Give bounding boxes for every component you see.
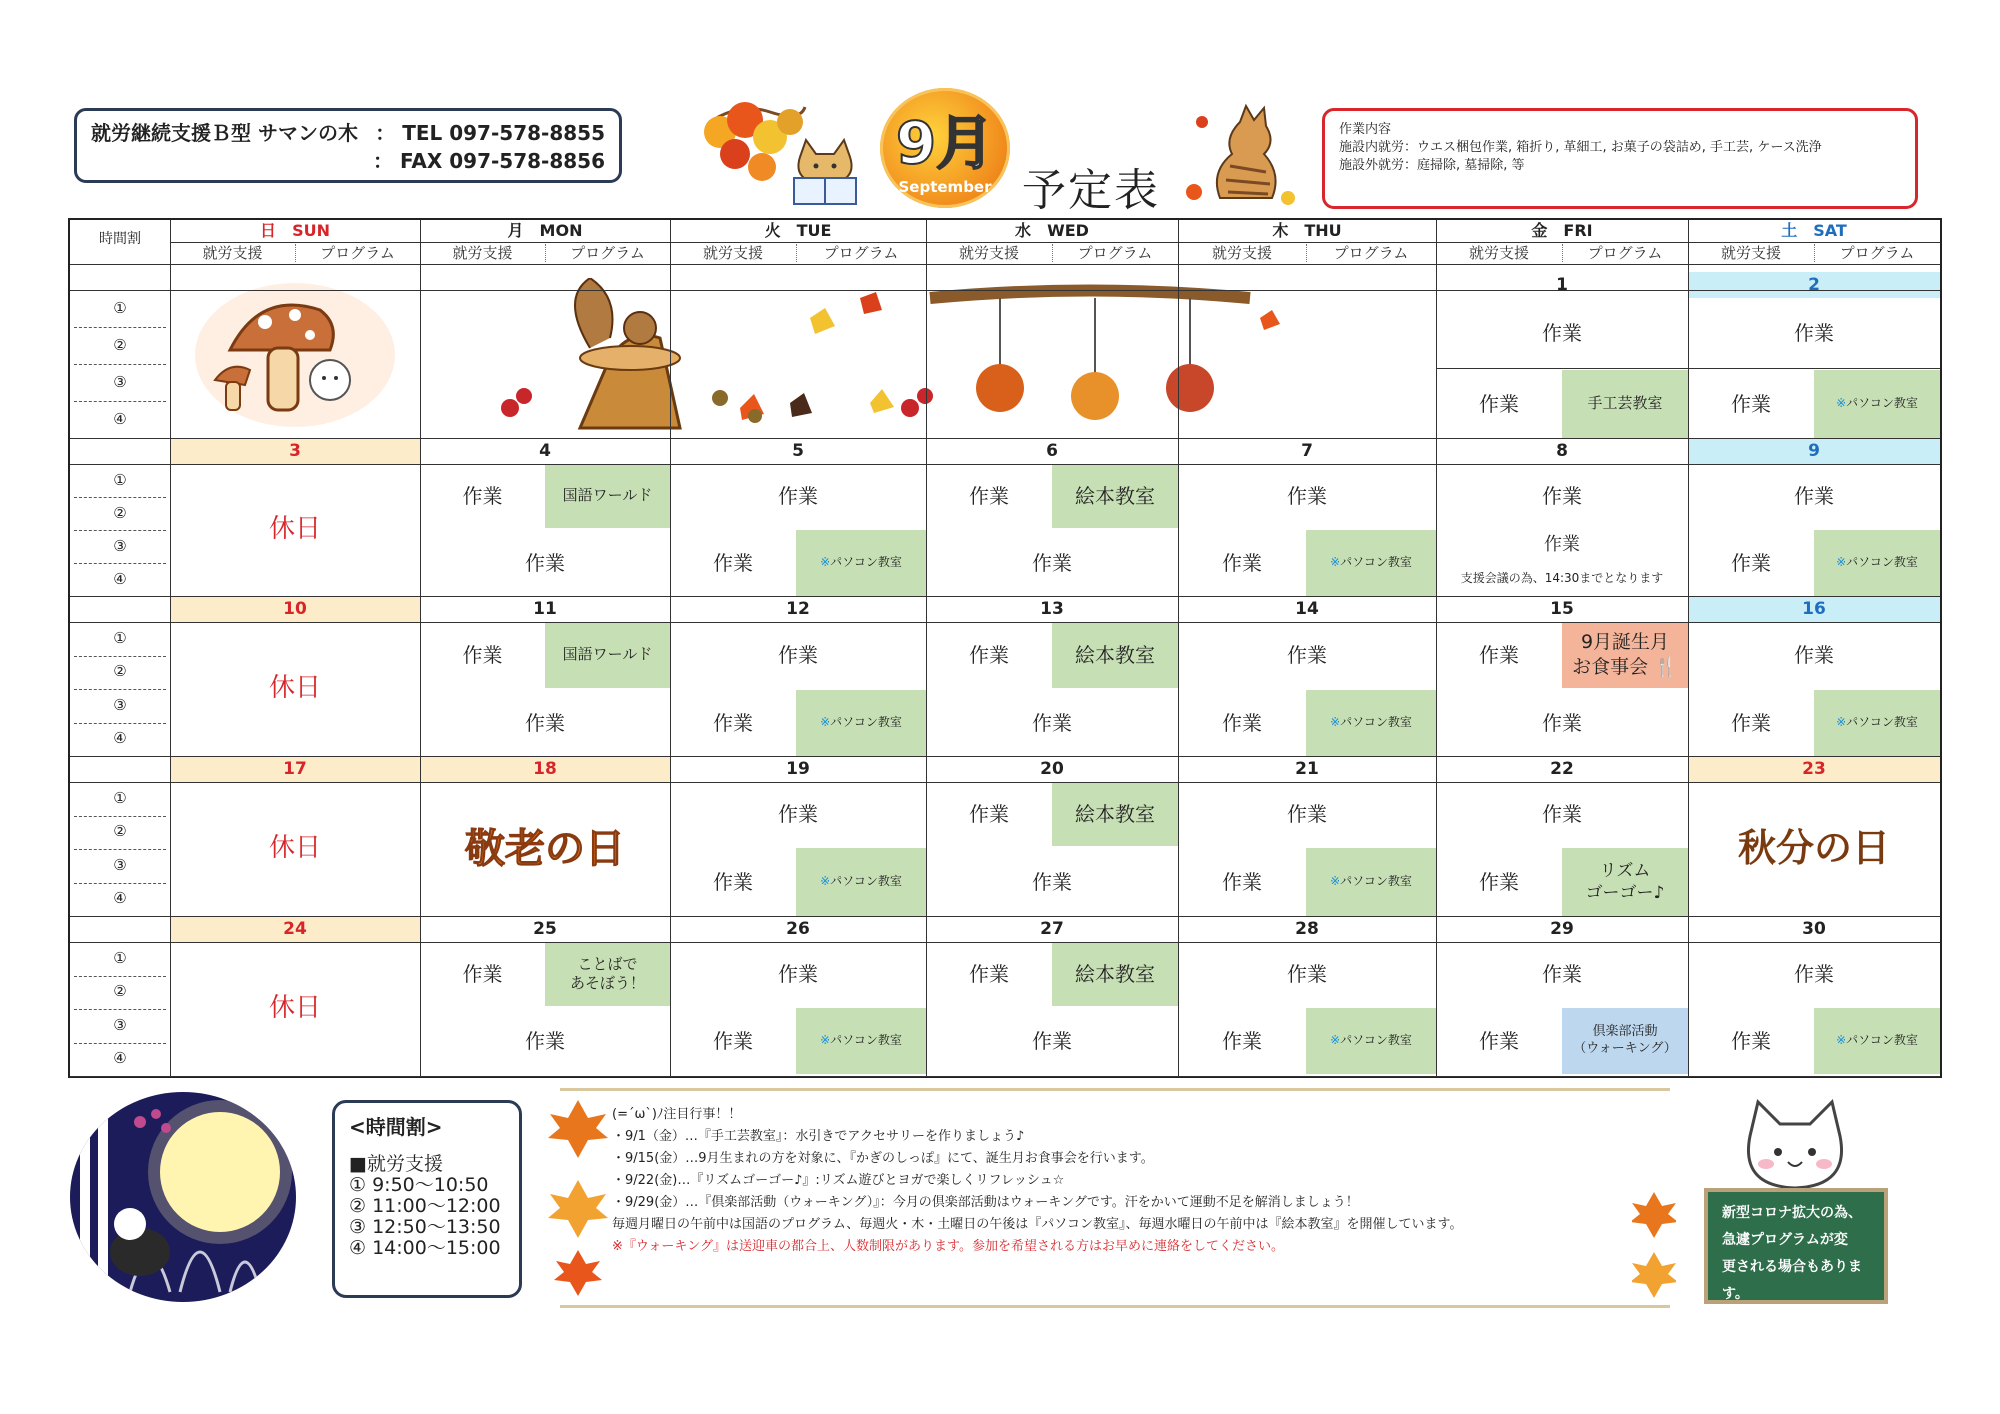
column-line [670,220,671,1076]
slot-sagyo: 作業 [713,1029,753,1053]
sub-header-shuro: 就労支援 [452,244,513,262]
slot-pc: ※ パソコン教室 [1306,848,1436,916]
date-15: 15 [1550,599,1574,619]
period-divider [74,563,166,564]
slot-sagyo: 作業 [1479,870,1519,894]
day-jp: 水 [1015,221,1032,240]
slot-ehon: 絵本教室 [1052,622,1178,688]
slot-sagyo: 作業 [1479,643,1519,667]
slot-pc: ※ パソコン教室 [796,1008,926,1074]
period-divider [74,656,166,657]
pc-star: ※ [820,874,831,889]
rhythm-line-2: ゴーゴー♪ [1585,883,1665,903]
shubun-no-hi-label: 秋分の日 [1737,826,1890,871]
contact-box [74,108,622,183]
note-warning: ※『ウォーキング』は送迎車の都合上、人数制限があります。参加を希望される方はお早めに連絡をしてください。 [612,1239,1284,1254]
day-en: THU [1304,221,1342,240]
period-marker: ② [113,503,127,522]
sub-header-program: プログラム [1077,244,1153,262]
date-10: 10 [170,596,420,622]
period-divider [74,1043,166,1044]
slot-sagyo: 作業 [1287,962,1327,986]
day-en: TUE [796,221,832,240]
notes-heading: (=´ω`)ﾉ注目行事！！ [612,1107,742,1122]
contact-fax-row [91,147,605,175]
date-1: 1 [1556,275,1568,295]
row-line [70,756,1940,757]
maple-leaf-right-icon [1632,1182,1676,1308]
slot-sagyo: 作業 [1544,534,1580,556]
slot-sagyo: 作業 [713,870,753,894]
period-marker: ① [113,470,127,489]
slot-sagyo: 作業 [969,643,1009,667]
slot-kokugo: 国語ワールド [545,464,670,528]
subheader-divider [1562,244,1563,262]
period-marker: ③ [113,536,127,555]
date-6: 6 [1046,441,1058,461]
period-marker: ① [113,948,127,967]
slot-sagyo: 作業 [462,643,503,667]
slot-sagyo: 作業 [1222,1029,1262,1053]
timetable-period-4: ④ 14:00〜15:00 [349,1237,501,1259]
work-heading: 作業内容 [1339,122,1392,137]
pc-star: ※ [1330,874,1341,889]
date-2: 2 [1688,272,1940,298]
date-5: 5 [792,441,804,461]
slot-sagyo: 作業 [1794,484,1834,508]
day-header-mon [420,220,670,242]
club-line-2: （ウォーキング） [1573,1041,1677,1056]
period-divider [74,816,166,817]
slot-sagyo: 作業 [1794,321,1834,345]
slot-kaigi-note: 支援会議の為、14:30までとなります [1460,571,1664,586]
slot-sagyo: 作業 [713,711,753,735]
slot-sagyo: 作業 [969,962,1009,986]
sub-header-shuro: 就労支援 [1211,244,1272,262]
slot-sagyo: 作業 [1794,962,1834,986]
period-marker: ④ [113,1049,127,1068]
slot-sagyo: 作業 [1287,484,1327,508]
day-header-thu [1178,220,1436,242]
pc-star: ※ [820,555,831,570]
slot-sagyo: 作業 [778,802,818,826]
calendar-table [68,218,1942,1078]
date-12: 12 [786,599,810,619]
slot-sagyo: 作業 [778,484,818,508]
slot-holiday: 休日 [268,833,321,864]
slot-pc: ※ パソコン教室 [1306,690,1436,756]
pc-star: ※ [1330,555,1341,570]
column-line [1178,220,1179,1076]
autumn-banner-illustration [490,278,1430,438]
slot-sagyo: 作業 [1731,551,1771,575]
row-line [70,438,1940,439]
maple-leaf-column-icon [546,1090,610,1310]
slot-ehon: 絵本教室 [1052,464,1178,528]
calendar-grid [70,220,1940,1076]
pc-star: ※ [1330,715,1341,730]
slot-sagyo: 作業 [969,802,1009,826]
day-jp: 金 [1531,221,1548,240]
sub-header-shuro: 就労支援 [202,244,263,262]
slot-sagyo: 作業 [713,551,753,575]
kotoba-line-1: ことばで [577,954,638,973]
sub-header-shuro: 就労支援 [1468,244,1529,262]
timetable-period-3: ③ 12:50〜13:50 [349,1216,501,1238]
notes-panel [546,1082,1676,1312]
cell-divider [1436,368,1940,369]
slot-holiday: 休日 [268,514,321,545]
day-jp: 火 [764,221,781,240]
slot-pc: ※ パソコン教室 [796,848,926,916]
date-23: 23 [1688,756,1940,782]
subheader-divider [295,244,296,262]
slot-sagyo: 作業 [1542,484,1582,508]
period-divider [74,976,166,977]
sub-header-program: プログラム [320,244,395,262]
sub-header-program: プログラム [1333,244,1409,262]
period-divider [74,327,166,328]
period-divider [74,364,166,365]
row-line [70,290,1940,291]
slot-sagyo: 作業 [1731,711,1771,735]
reading-cat-illustration [780,132,870,207]
subheader-divider [1814,244,1815,262]
slot-sagyo: 作業 [525,551,565,575]
notice-line: 急遽プログラムが変 [1722,1232,1848,1248]
day-en: WED [1047,221,1089,240]
notice-line: 更される場合もありま [1722,1259,1862,1275]
month-badge [880,88,1010,208]
row-line [70,622,1940,623]
date-16: 16 [1688,596,1940,622]
row-line [170,242,1940,243]
period-divider [74,530,166,531]
page-title: 予定表 [1022,165,1160,216]
date-24: 24 [170,916,420,942]
slot-sagyo: 作業 [1032,551,1072,575]
slot-pc: ※ パソコン教室 [1814,690,1940,756]
day-jp: 木 [1272,221,1289,240]
date-14: 14 [1295,599,1319,619]
kotoba-line-2: あそぼう！ [569,974,645,992]
subheader-divider [1052,244,1053,262]
subheader-divider [545,244,546,262]
date-25: 25 [533,919,557,939]
timetable-period-1: ① 9:50〜10:50 [349,1174,489,1196]
slot-sagyo: 作業 [1032,711,1072,735]
notice-board [1704,1188,1888,1304]
period-marker: ④ [113,409,127,428]
slot-sagyo: 作業 [462,962,503,986]
pc-star: ※ [1836,715,1847,730]
slot-ehon: 絵本教室 [1052,782,1178,846]
sub-header-program: プログラム [1839,244,1915,262]
note-item: ・9/29(金）…『倶楽部活動（ウォーキング）』：今月の倶楽部活動はウォーキングです。汗をかいて運動不足を解消しましょう！ [612,1195,1359,1210]
slot-sagyo: 作業 [1794,643,1834,667]
tabby-cat-illustration [1180,102,1300,210]
notes-text [612,1104,1612,1258]
day-header-wed [926,220,1178,242]
cat-notice [1700,1096,1892,1308]
date-8: 8 [1556,441,1568,461]
date-26: 26 [786,919,810,939]
notice-line: 新型コロナ拡大の為、 [1722,1205,1862,1221]
slot-sagyo: 作業 [1287,802,1327,826]
date-30: 30 [1802,919,1826,939]
fax-number: ： FAX 097-578-8856 [373,149,605,173]
month-number: 9月 [895,109,995,177]
period-divider [74,723,166,724]
slot-sagyo: 作業 [1222,711,1262,735]
period-divider [74,689,166,690]
pc-star: ※ [820,1033,831,1048]
slot-pc: ※ パソコン教室 [1306,530,1436,596]
period-marker: ② [113,822,127,841]
mushroom-illustration [190,280,400,430]
slot-sagyo: 作業 [525,1029,565,1053]
birthday-line-1: 9月誕生月 [1580,631,1670,654]
work-outside: 施設外就労：庭掃除, 墓掃除, 等 [1339,158,1525,173]
keiro-no-hi-label: 敬老の日 [465,826,625,872]
column-line [170,220,171,1076]
column-line [926,220,927,1076]
date-21: 21 [1295,759,1319,779]
day-header-sun [170,220,420,242]
slot-rhythm [1562,848,1688,916]
pc-star: ※ [1330,1033,1341,1048]
column-line [1436,220,1437,1076]
row-line [70,264,1940,265]
work-inside: 施設内就労：ウエス梱包作業, 箱折り, 革細工, お菓子の袋詰め, 手工芸, ケース洗浄 [1339,140,1822,155]
period-marker: ② [113,662,127,681]
rhythm-line-1: リズム [1599,860,1651,881]
slot-kokugo: 国語ワールド [545,622,670,688]
sub-header-shuro: 就労支援 [702,244,763,262]
org-name: 就労継続支援Ｂ型 サマンの木 [91,121,358,145]
slot-pc: ※ パソコン教室 [796,690,926,756]
tel-number: ： TEL 097-578-8855 [375,121,605,145]
sub-header-shuro: 就労支援 [958,244,1019,262]
slot-pc: ※ パソコン教室 [1814,530,1940,596]
row-line [70,464,1940,465]
spacer [91,147,373,175]
day-header-tue [670,220,926,242]
slot-pc: ※ パソコン教室 [1306,1008,1436,1074]
row-line [70,1076,1940,1077]
row-line [70,596,1940,597]
birthday-line-2: お食事会 🍴 [1572,656,1678,678]
date-27: 27 [1040,919,1064,939]
slot-sagyo: 作業 [778,962,818,986]
period-marker: ③ [113,855,127,874]
slot-holiday: 休日 [268,993,321,1024]
sub-header-shuro: 就労支援 [1720,244,1781,262]
day-header-fri [1436,220,1688,242]
row-line [70,782,1940,783]
pc-star: ※ [1836,396,1847,411]
period-marker: ④ [113,889,127,908]
pc-star: ※ [1836,1033,1847,1048]
pc-star: ※ [820,715,831,730]
date-28: 28 [1295,919,1319,939]
subheader-divider [796,244,797,262]
day-jp: 土 [1781,221,1798,240]
slot-holiday: 休日 [268,673,321,704]
slot-sagyo: 作業 [1032,1029,1072,1053]
slot-sagyo: 作業 [1479,1029,1519,1053]
period-divider [74,401,166,402]
pc-star: ※ [1836,555,1847,570]
period-marker: ① [113,788,127,807]
slot-sagyo: 作業 [1542,962,1582,986]
date-7: 7 [1301,441,1313,461]
period-divider [74,497,166,498]
slot-shukogei: 手工芸教室 [1562,370,1688,438]
slot-sagyo: 作業 [1032,870,1072,894]
date-4: 4 [539,441,551,461]
date-3: 3 [170,438,420,464]
period-marker: ③ [113,695,127,714]
slot-sagyo: 作業 [462,484,503,508]
title-area [700,88,1320,216]
slot-sagyo: 作業 [1287,643,1327,667]
period-marker: ② [113,982,127,1001]
day-en: MON [539,221,583,240]
slot-sagyo: 作業 [1731,1029,1771,1053]
note-item: ・9/1（金）…『手工芸教室』：水引きでアクセサリーを作りましょう♪ [612,1129,1025,1144]
sub-header-program: プログラム [823,244,899,262]
white-cat-icon [1730,1096,1860,1196]
slot-sagyo: 作業 [969,484,1009,508]
period-marker: ① [113,298,127,317]
sub-header-program: プログラム [570,244,645,262]
date-9: 9 [1688,438,1940,464]
timetable-subtitle: ■就労支援 [349,1153,443,1175]
period-divider [74,883,166,884]
period-marker: ② [113,335,127,354]
period-divider [74,849,166,850]
slot-kotoba [545,942,670,1006]
day-en: SUN [292,221,330,240]
contact-tel-row [91,119,605,147]
timetable-period-2: ② 11:00〜12:00 [349,1195,501,1217]
note-item: ・9/15(金）…9月生まれの方を対象に、『かぎのしっぽ』にて、誕生月お食事会を行います。 [612,1151,1154,1166]
subheader-divider [1306,244,1307,262]
day-en: FRI [1563,221,1593,240]
day-jp: 日 [260,221,277,240]
day-jp: 月 [507,221,524,240]
date-18: 18 [420,756,670,782]
date-11: 11 [533,599,557,619]
date-29: 29 [1550,919,1574,939]
slot-sagyo: 作業 [1542,802,1582,826]
sub-header-program: プログラム [1587,244,1663,262]
date-22: 22 [1550,759,1574,779]
period-marker: ③ [113,1015,127,1034]
slot-sagyo: 作業 [1479,392,1519,416]
slot-pc: ※ パソコン教室 [796,530,926,596]
slot-birthday [1562,622,1688,688]
slot-sagyo: 作業 [778,643,818,667]
slot-sagyo: 作業 [1222,551,1262,575]
date-19: 19 [786,759,810,779]
work-content-box [1322,108,1918,209]
slot-sagyo: 作業 [1222,870,1262,894]
slot-sagyo: 作業 [1542,321,1582,345]
club-line-1: 倶楽部活動 [1592,1024,1658,1040]
timetable-box [332,1100,522,1298]
period-marker: ④ [113,729,127,748]
period-marker: ① [113,628,127,647]
period-marker: ④ [113,569,127,588]
note-item: ・9/22(金)…『リズムゴーゴー♪』:リズム遊びとヨガで楽しくリフレッシュ☆ [612,1173,1065,1188]
month-english: September [898,178,992,196]
period-marker: ③ [113,372,127,391]
slot-ehon: 絵本教室 [1052,942,1178,1006]
moon-cat-illustration [70,1092,296,1302]
note-weekly: 毎週月曜日の午前中は国語のプログラム、毎週火・木・土曜日の午後は『パソコン教室』、毎週水曜日の午前中は『絵本教室』を開催しています。 [612,1217,1463,1232]
notice-line: す。 [1722,1286,1749,1302]
date-13: 13 [1040,599,1064,619]
column-line [1688,220,1689,1076]
date-17: 17 [170,756,420,782]
row-line [70,942,1940,943]
period-divider [74,1009,166,1010]
slot-club [1562,1008,1688,1074]
day-en: SAT [1813,221,1847,240]
period-header: 時間割 [99,231,141,247]
timetable-title: <時間割> [349,1115,443,1139]
day-header-sat [1688,220,1940,242]
slot-sagyo: 作業 [525,711,565,735]
column-line [420,220,421,1076]
slot-pc: ※ パソコン教室 [1814,1008,1940,1074]
slot-sagyo: 作業 [1542,711,1582,735]
row-line [70,916,1940,917]
date-20: 20 [1040,759,1064,779]
slot-pc: ※ パソコン教室 [1814,370,1940,438]
slot-sagyo: 作業 [1731,392,1771,416]
